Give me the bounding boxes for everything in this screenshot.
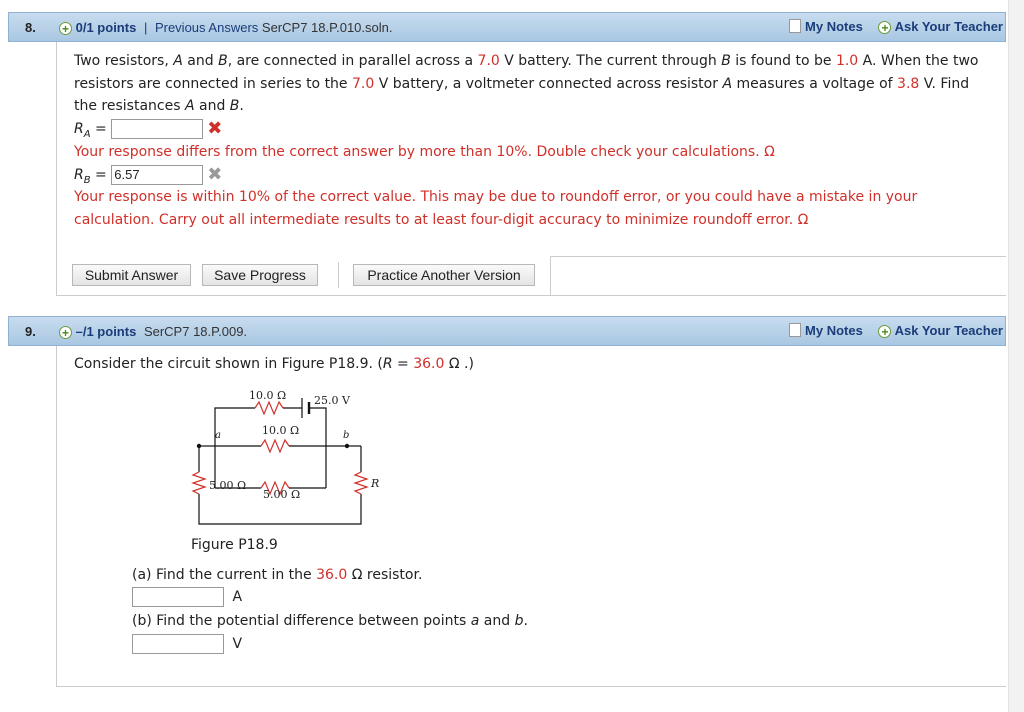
var-b: B: [721, 53, 731, 69]
q9-number: 9.: [25, 324, 36, 339]
part-b-answer-row: [132, 633, 242, 656]
text: Ω resistor.: [347, 567, 423, 583]
ra-subscript: A: [83, 128, 91, 140]
value-current: 1.0: [835, 53, 859, 69]
label-battery: 25.0 V: [314, 394, 350, 407]
ask-teacher-link[interactable]: Ask Your Teacher: [894, 323, 1003, 338]
expand-plus-icon[interactable]: +: [59, 326, 72, 339]
var-a: A: [173, 53, 183, 69]
text: V battery, a voltmeter connected across resistor: [374, 75, 723, 92]
value-voltage: 7.0: [352, 75, 375, 92]
label-r: R: [371, 477, 380, 490]
var-b: b: [514, 613, 524, 629]
q8-points: 0/1 points: [75, 20, 137, 35]
text: Ω .): [444, 356, 474, 372]
value-r: 36.0: [413, 356, 445, 372]
text: and: [194, 98, 230, 114]
label-r-left: 5.00 Ω: [209, 479, 247, 492]
text: and: [479, 613, 515, 629]
scrollbar-track[interactable]: [1008, 0, 1024, 712]
ask-teacher-plus-icon: +: [878, 21, 891, 34]
value-r: 36.0: [316, 567, 348, 583]
text: V. Find the resistances: [74, 75, 970, 114]
value-voltage: 7.0: [477, 53, 500, 69]
text: and: [182, 53, 219, 69]
wrong-x-icon: ✖: [207, 118, 223, 139]
var-a: A: [722, 75, 733, 92]
button-box-border: [550, 256, 1006, 296]
wire: [215, 408, 255, 446]
text: A. When the two resistors are connected in series to the: [74, 53, 979, 92]
label-b: b: [343, 430, 350, 441]
value-voltage: 3.8: [897, 75, 920, 92]
q8-header: [8, 12, 1006, 42]
my-notes-link[interactable]: My Notes: [805, 19, 863, 34]
rb-symbol: R: [74, 167, 84, 183]
submit-answer-button[interactable]: Submit Answer: [72, 264, 191, 286]
ra-label: [74, 121, 91, 140]
rb-feedback: Your response is within 10% of the correct value. This may be due to roundoff error, or you could have a mistake in your calculation. Carry out all intermediate results to at least four-digit accuracy to minimize roundoff error. Ω: [74, 189, 918, 228]
zigzag-resistor-left: [193, 472, 205, 494]
part-a-question: [132, 564, 422, 587]
unit-a: A: [232, 589, 243, 605]
rb-subscript: B: [83, 174, 91, 186]
button-divider: [338, 262, 339, 288]
part-a-answer-row: [132, 586, 242, 609]
practice-another-version-button[interactable]: Practice Another Version: [353, 264, 535, 286]
text: Consider the circuit shown in Figure P18.9. (: [74, 356, 383, 372]
label-r-bot: 5.00 Ω: [263, 488, 301, 501]
part-b-input[interactable]: [132, 634, 224, 654]
my-notes-link[interactable]: My Notes: [805, 323, 863, 338]
q8-points-area: [59, 20, 392, 35]
equals: =: [90, 167, 107, 183]
text: Two resistors,: [74, 53, 174, 69]
text: is found to be: [730, 53, 836, 69]
text: , are connected in parallel across a: [227, 53, 478, 69]
label-a: a: [215, 430, 221, 441]
gray-x-icon: ✖: [207, 164, 223, 185]
q8-number: 8.: [25, 20, 36, 35]
unit-b: V: [232, 636, 243, 652]
node-b-dot: [345, 444, 349, 448]
ra-answer-row: [74, 119, 222, 140]
q9-header: [8, 316, 1006, 346]
text: (b) Find the potential difference between points: [132, 613, 471, 629]
equals: =: [90, 121, 107, 137]
var-a: A: [184, 98, 195, 114]
label-r-mid: 10.0 Ω: [262, 424, 300, 437]
q8-code: SerCP7 18.P.010.soln.: [261, 20, 393, 35]
text: .: [239, 98, 244, 114]
ra-input[interactable]: [111, 119, 203, 139]
q8-header-links: [789, 19, 1003, 34]
label-r-top: 10.0 Ω: [249, 389, 287, 402]
q9-points: –/1 points: [75, 324, 137, 339]
text: (a) Find the current in the: [132, 567, 317, 583]
wire: [309, 408, 326, 446]
node-a-dot: [197, 444, 201, 448]
q9-points-area: [59, 324, 247, 339]
part-a-input[interactable]: [132, 587, 224, 607]
var-r: R: [382, 356, 393, 372]
rb-label: [74, 167, 91, 186]
q9-intro: [74, 353, 474, 376]
expand-plus-icon[interactable]: +: [59, 22, 72, 35]
q8-problem-text: [74, 50, 984, 118]
ra-feedback: Your response differs from the correct answer by more than 10%. Double check your calculations. Ω: [74, 144, 775, 160]
ask-teacher-plus-icon: +: [878, 325, 891, 338]
circuit-figure: [185, 386, 385, 531]
text: .: [523, 613, 528, 629]
text: V battery. The current through: [499, 53, 722, 69]
zigzag-resistor-r: [355, 472, 367, 494]
save-progress-button[interactable]: Save Progress: [202, 264, 318, 286]
text: measures a voltage of: [732, 75, 898, 92]
rb-input[interactable]: 6.57: [111, 165, 203, 185]
notes-icon: [789, 19, 801, 33]
var-b: B: [229, 98, 240, 114]
previous-answers-link[interactable]: Previous Answers: [154, 20, 259, 35]
ra-symbol: R: [74, 121, 84, 137]
var-b: B: [218, 53, 228, 69]
var-a: a: [470, 613, 480, 629]
notes-icon: [789, 323, 801, 337]
q9-header-links: [789, 323, 1003, 338]
text: =: [392, 356, 414, 372]
zigzag-resistor-mid: [261, 440, 289, 452]
figure-caption: Figure P18.9: [191, 537, 278, 553]
zigzag-resistor-top: [255, 402, 283, 414]
separator: |: [143, 20, 148, 35]
ask-teacher-link[interactable]: Ask Your Teacher: [894, 19, 1003, 34]
q9-code: SerCP7 18.P.009.: [143, 324, 248, 339]
part-b-question: [132, 610, 528, 633]
rb-answer-row: [74, 165, 222, 186]
